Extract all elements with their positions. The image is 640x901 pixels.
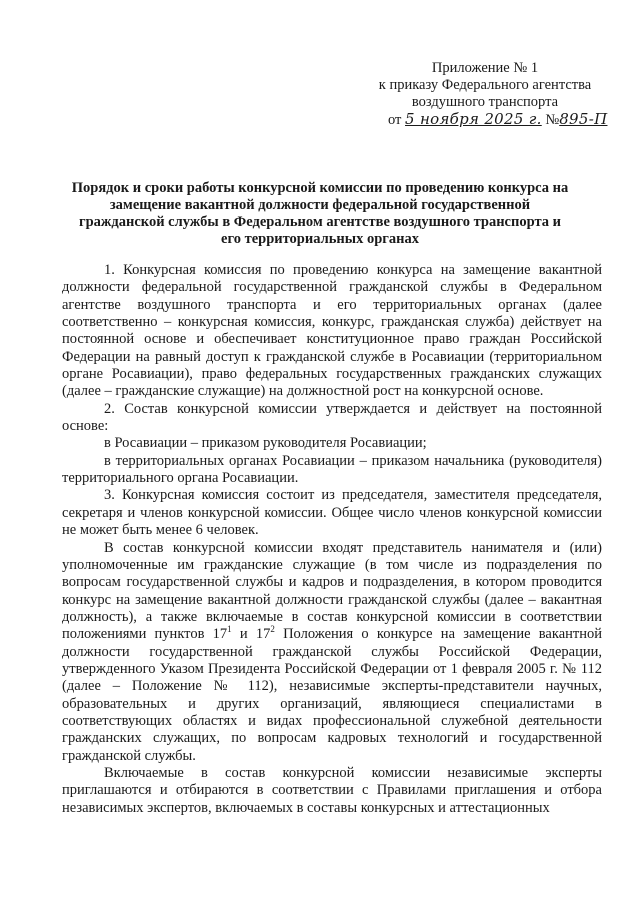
paragraph-2a: в Росавиации – приказом руководителя Росавиации; [104,435,427,452]
appendix-agency: воздушного транспорта [411,94,559,110]
handwritten-date: 5 ноября 2025 г. [405,110,542,128]
paragraph-2: 2. Состав конкурсной комиссии утверждается и действует на постоянной основе: [62,400,602,435]
paragraph-4 [62,540,602,765]
paragraph-4-end: Положения о конкурсе на замещение вакантной должности государственной гражданской службы Российской Федерации, утвержденного Указом Президента Российской Федерации от 1 февраля 2005 г. № 112 (далее – Положение № 112), независимые эксперты-представители научных, образовательных и других организаций, являющиеся специалистами в соответствующих областях и видах профессиональной служебной деятельности гражданских служащих, по вопросам кадровых технологий и государственной гражданской службы. [62,626,602,764]
from-prefix: от [388,112,402,128]
superscript-1: 1 [227,624,232,635]
superscript-2: 2 [270,624,275,635]
paragraph-1: 1. Конкурсная комиссия по проведению конкурса на замещение вакантной должности федеральной государственной гражданской службы в Федеральном агентстве воздушного транспорта и его территориальных органах (далее соответственно – конкурсная комиссия, конкурс, гражданская служба) действует на постоянной основе и обеспечивает конституционное право граждан Российской Федерации на равный доступ к гражданской службе в Росавиации (территориальном органе Росавиации), право федеральных государственных гражданских служащих (далее – гражданские служащие) на должностной рост на конкурсной основе. [62,262,602,400]
appendix-order-ref: к приказу Федерального агентства [378,77,592,93]
paragraph-4-and: и 17 [231,626,271,643]
handwritten-number: 895-П [559,110,608,128]
document-title: Порядок и сроки работы конкурсной комиссии по проведению конкурса на замещение вакантной должности федеральной государственной гражданской службы в Федеральном агентстве воздушного транспорта и его территориальных органах [71,180,569,247]
number-prefix: № [545,112,560,128]
paragraph-2b: в территориальных органах Росавиации – приказом начальника (руководителя) территориального органа Росавиации. [62,452,602,487]
paragraph-3: 3. Конкурсная комиссия состоит из председателя, заместителя председателя, секретаря и членов конкурсной комиссии. Общее число членов конкурсной комиссии не может быть менее 6 человек. [62,487,602,539]
appendix-header [370,60,608,129]
appendix-date-line [370,110,608,129]
paragraph-5: Включаемые в состав конкурсной комиссии независимые эксперты приглашаются и отбираются в соответствии с Правилами приглашения и отбора независимых экспертов, включаемых в составы конкурсных и аттестационных [62,764,602,816]
document-body [62,262,602,817]
paragraph-4-start: В состав конкурсной комиссии входят представитель нанимателя и (или) уполномоченные им гражданские служащие (в том числе из подразделения по вопросам государственной службы и кадров и подразделения, в котором проводится конкурс на замещение вакантной должности гражданской службы (далее – вакантная должность), а также включаемые в состав конкурсной комиссии в соответствии положениями пунктов 17 [62,539,602,643]
appendix-number: Приложение № 1 [431,60,539,76]
